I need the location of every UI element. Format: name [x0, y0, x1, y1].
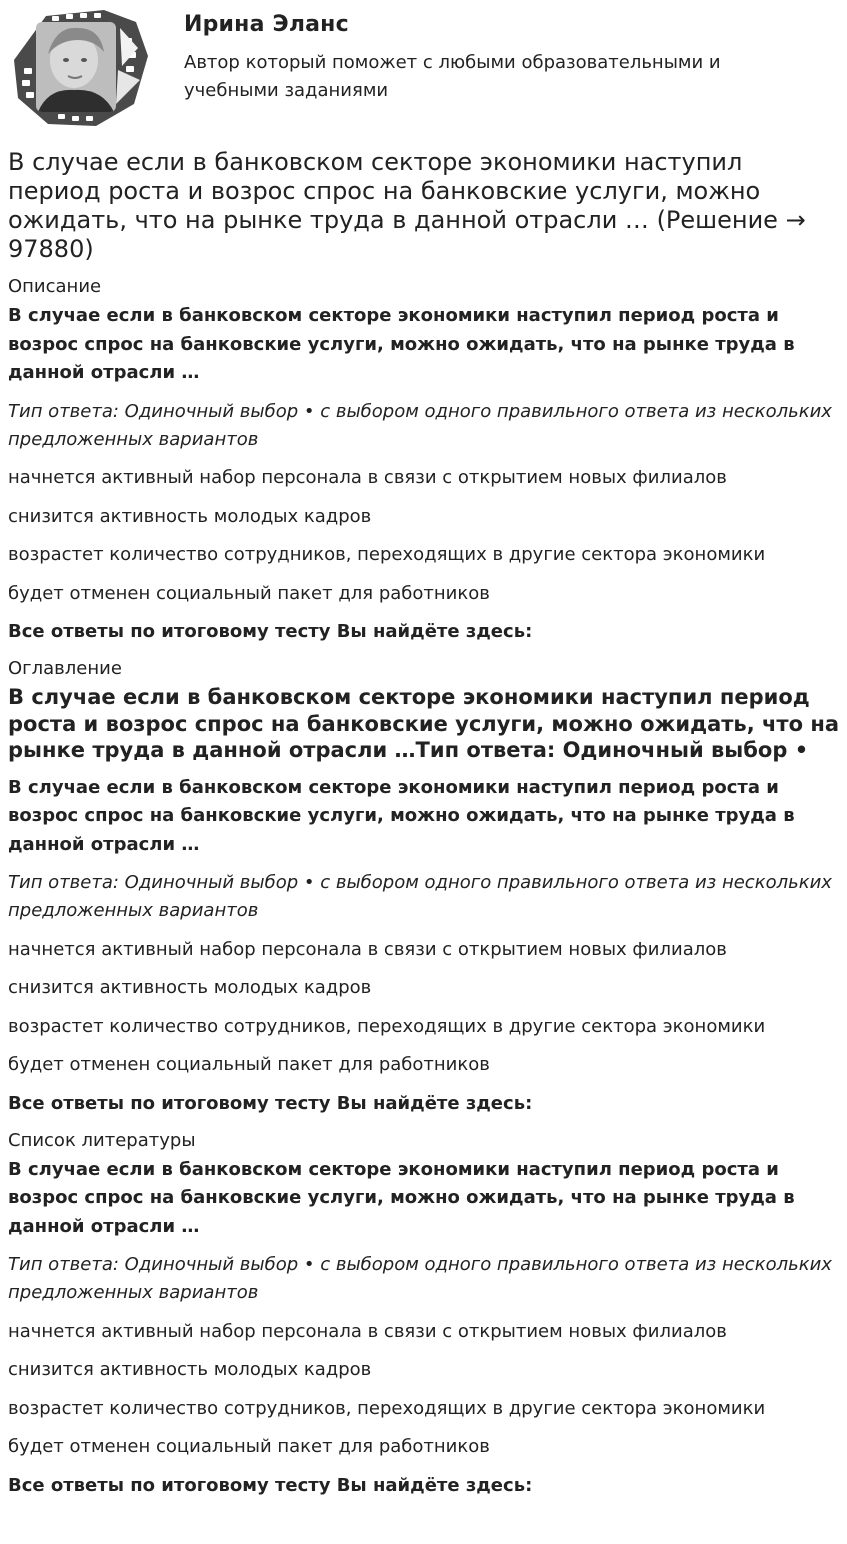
answer-option: будет отменен социальный пакет для работников — [8, 1054, 490, 1075]
author-name: Ирина Эланс — [184, 12, 349, 37]
answer-option: начнется активный набор персонала в связи с открытием новых филиалов — [8, 938, 727, 960]
description-section — [8, 274, 843, 646]
toc-section — [8, 656, 843, 1118]
all-answers-text: Все ответы по итоговому тесту Вы найдёте здесь: — [8, 621, 533, 642]
page-title: В случае если в банковском секторе экономики наступил период роста и возрос спрос на банковские услуги, можно ожидать, что на рынке труда в данной отрасли … (Решение → 97880) — [8, 148, 806, 263]
author-avatar — [8, 8, 150, 128]
portrait-photo — [36, 22, 116, 112]
answer-option: возрастет количество сотрудников, переходящих в другие сектора экономики — [8, 1015, 766, 1037]
answer-type: Тип ответа: Одиночный выбор • с выбором одного правильного ответа из нескольких предложенных вариантов — [8, 1254, 832, 1303]
section-label-references: Список литературы — [8, 1129, 196, 1151]
answer-type: Тип ответа: Одиночный выбор • с выбором одного правильного ответа из нескольких предложенных вариантов — [8, 400, 832, 450]
author-card — [0, 0, 847, 135]
answer-option: возрастет количество сотрудников, переходящих в другие сектора экономики — [8, 544, 766, 565]
question-text: В случае если в банковском секторе экономики наступил период роста и возрос спрос на банковские услуги, можно ожидать, что на рынке труда в данной отрасли … — [8, 305, 795, 383]
answer-option: начнется активный набор персонала в связи с открытием новых филиалов — [8, 1320, 727, 1342]
answer-option: снизится активность молодых кадров — [8, 977, 372, 998]
references-section — [8, 1128, 843, 1500]
answer-option: возрастет количество сотрудников, переходящих в другие сектора экономики — [8, 1397, 766, 1419]
all-answers-text: Все ответы по итоговому тесту Вы найдёте здесь: — [8, 1474, 533, 1496]
author-description: Автор который поможет с любыми образовательными и учебными заданиями — [184, 52, 721, 101]
question-text: В случае если в банковском секторе экономики наступил период роста и возрос спрос на банковские услуги, можно ожидать, что на рынке труда в данной отрасли … — [8, 776, 795, 855]
answer-option: будет отменен социальный пакет для работников — [8, 1436, 490, 1457]
section-label-toc: Оглавление — [8, 658, 122, 679]
answer-option: начнется активный набор персонала в связи с открытием новых филиалов — [8, 467, 727, 488]
toc-heading: В случае если в банковском секторе экономики наступил период роста и возрос спрос на банковские услуги, можно ожидать, что на рынке труда в данной отрасли …Тип ответа: Одиночный выбор • — [8, 685, 840, 762]
section-label-description: Описание — [8, 276, 102, 297]
answer-option: снизится активность молодых кадров — [8, 1359, 372, 1380]
all-answers-text: Все ответы по итоговому тесту Вы найдёте здесь: — [8, 1092, 533, 1114]
content-sections — [8, 274, 843, 1500]
answer-option: снизится активность молодых кадров — [8, 505, 372, 527]
answer-option: будет отменен социальный пакет для работников — [8, 582, 490, 604]
question-text: В случае если в банковском секторе экономики наступил период роста и возрос спрос на банковские услуги, можно ожидать, что на рынке труда в данной отрасли … — [8, 1158, 795, 1237]
answer-type: Тип ответа: Одиночный выбор • с выбором одного правильного ответа из нескольких предложенных вариантов — [8, 872, 832, 921]
